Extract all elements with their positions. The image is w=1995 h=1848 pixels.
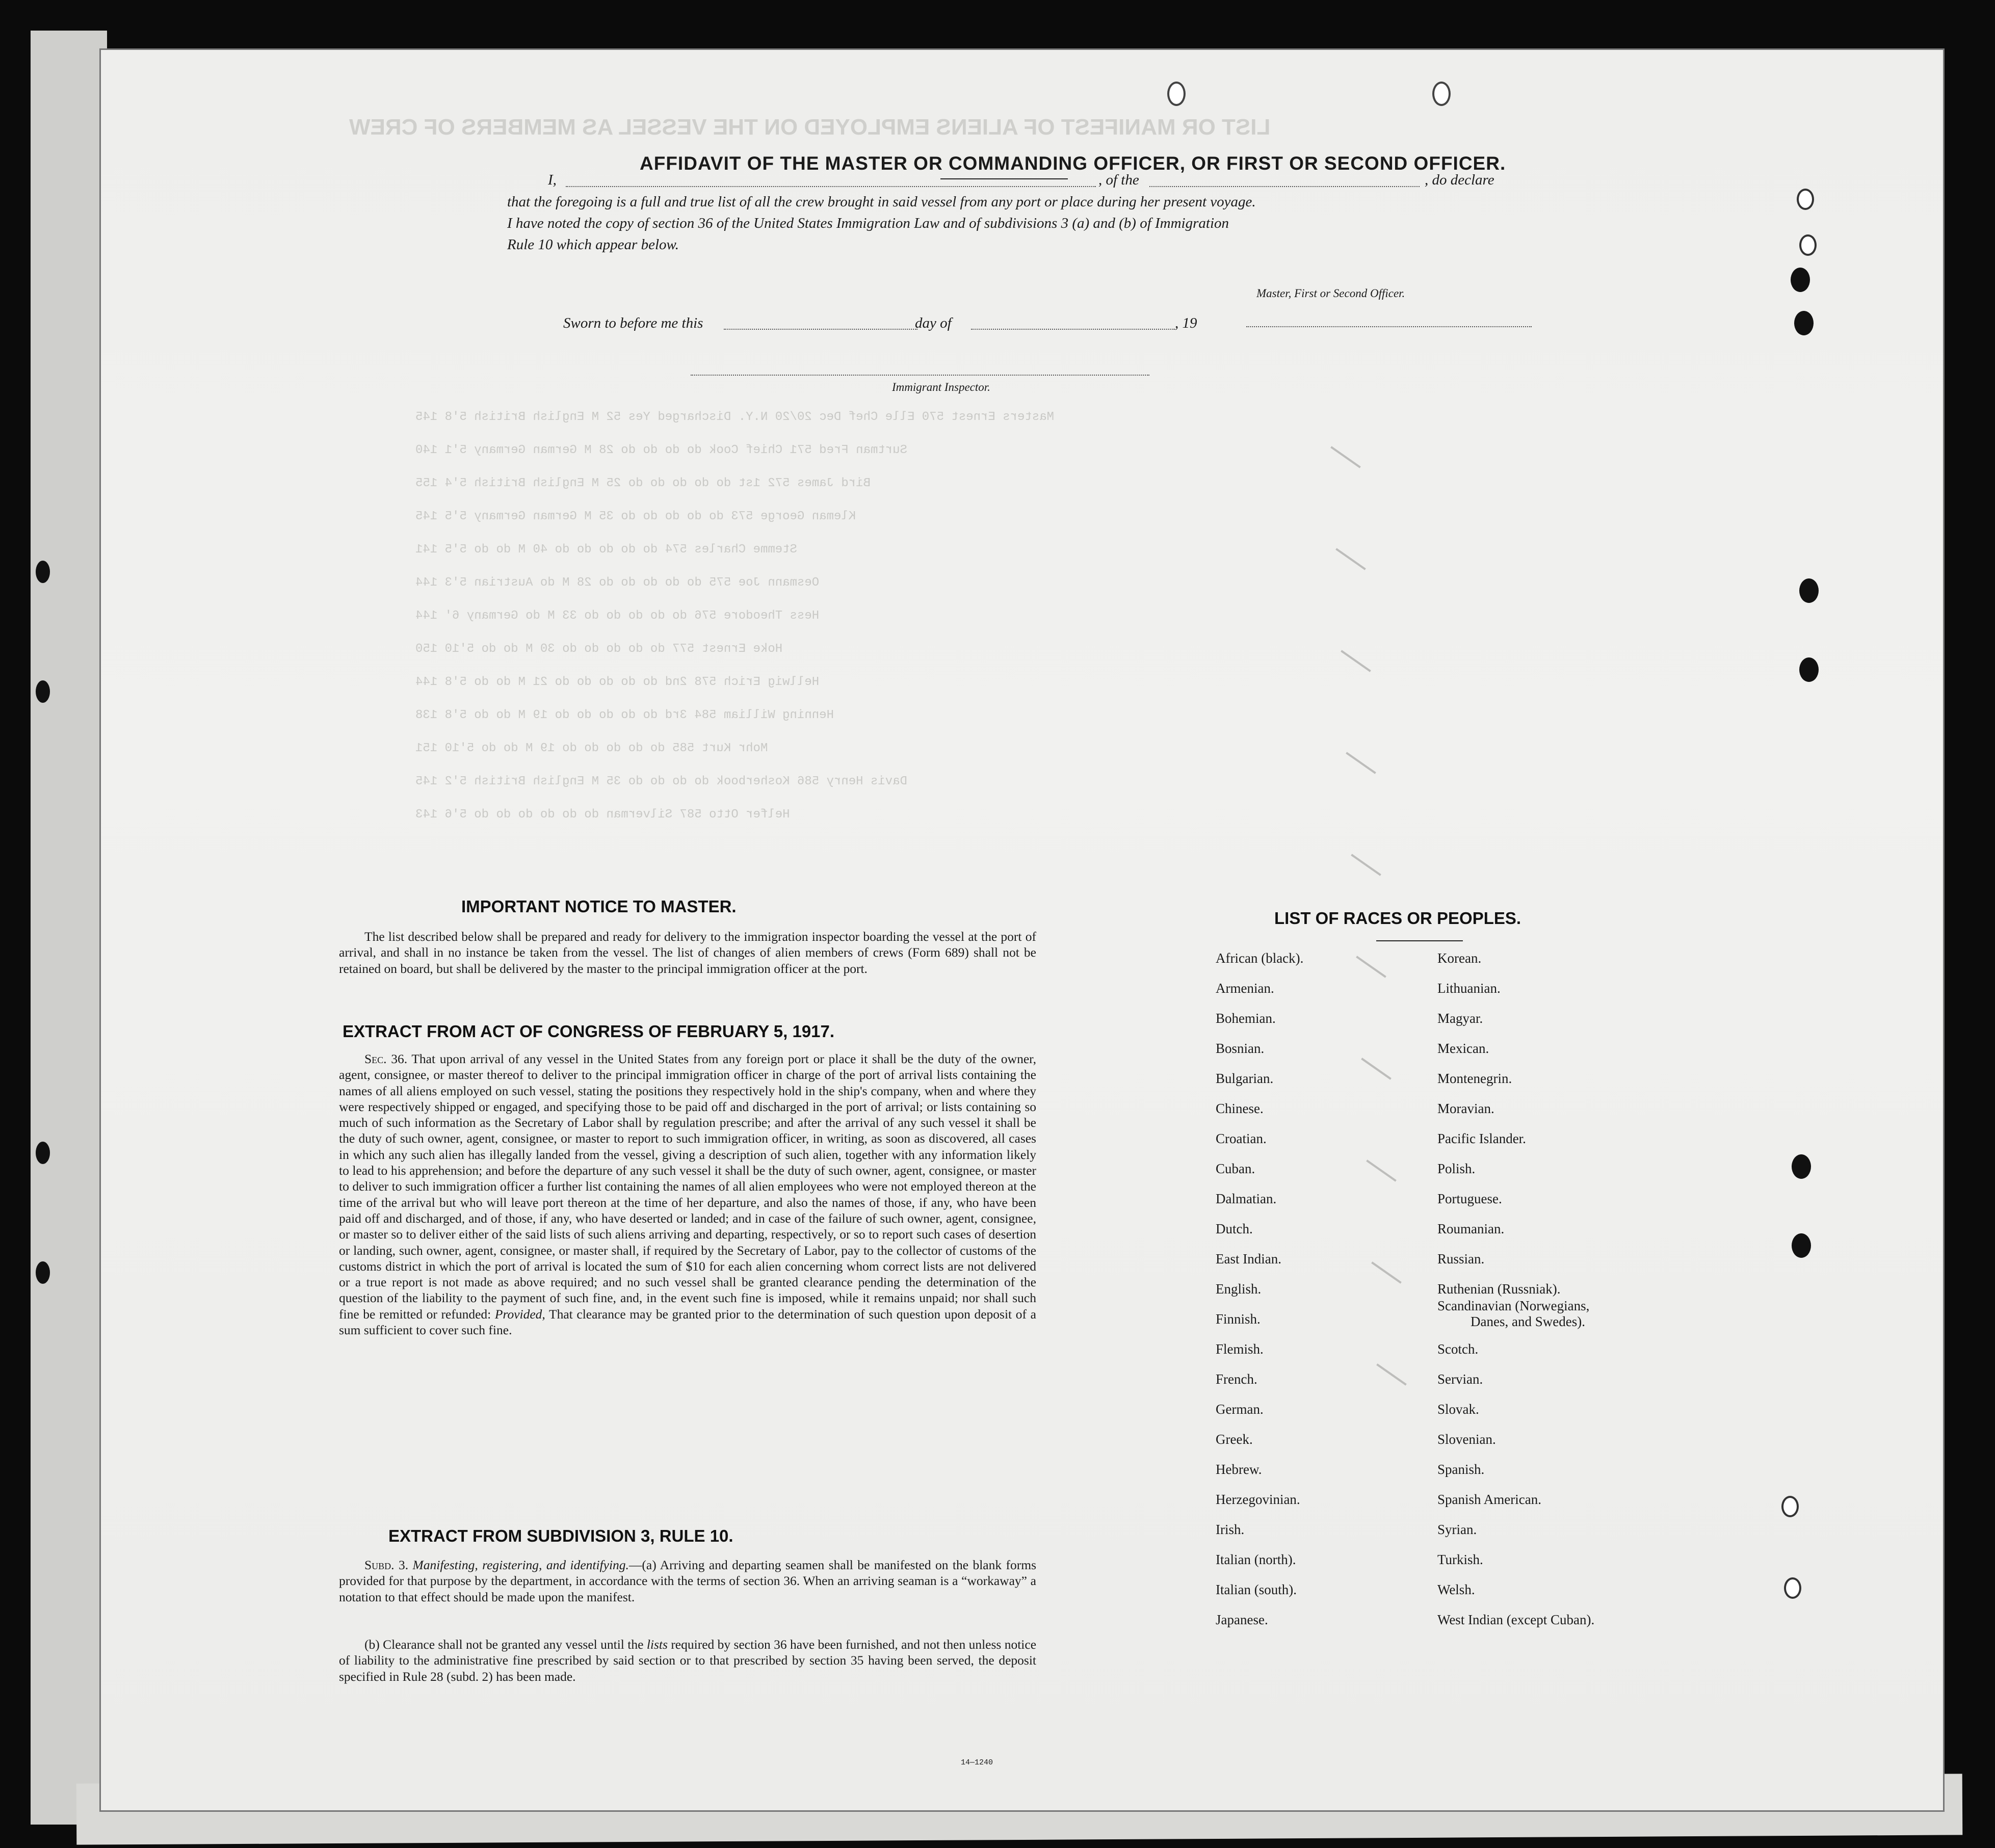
bleed-through-row: Surtman Fred 571 Chief Cook do do do do 28 M German Germany 5'1 140: [415, 443, 907, 457]
lists-word: lists: [646, 1637, 668, 1652]
section-36-text-end: That clearance may be granted prior to the determination of such question upon deposit of a sum sufficient to cover such fine.: [339, 1306, 1036, 1338]
race-item: Magyar.: [1437, 1011, 1483, 1026]
race-item: Scotch.: [1437, 1341, 1479, 1357]
race-item: Italian (south).: [1216, 1582, 1297, 1597]
bleed-through-heading: LIST OR MANIFEST OF ALIENS EMPLOYED ON THE VESSEL AS MEMBERS OF CREW: [349, 115, 1271, 140]
race-item: Slovenian.: [1437, 1432, 1496, 1447]
race-item: Armenian.: [1216, 981, 1274, 996]
bleed-through-row: Henning William 584 3rd do do do do do 19 M do do 5'8 138: [415, 708, 834, 722]
extract-rule-text-a: [339, 1557, 1036, 1605]
race-item: Spanish.: [1437, 1462, 1485, 1477]
punch-hole-icon: [1799, 657, 1819, 682]
subd-b-text: required by section 36 have been furnished, and not then unless notice of liability to the administrative fine prescribed by said section or to that prescribed by section 35 having been served, the deposit specified in Rule 28 (subd. 2) has been made.: [339, 1637, 1037, 1684]
extract-rule-title: EXTRACT FROM SUBDIVISION 3, RULE 10.: [388, 1526, 733, 1545]
notice-text: The list described below shall be prepared and ready for delivery to the immigration inspector boarding the vessel at the port of arrival, and shall in no instance be taken from the vessel. The list of changes of alien members of crews (Form 689) shall not be retained on board, but shall be delivered by the master to the principal immigration officer at the port.: [339, 929, 1036, 976]
title-underline: [940, 178, 1068, 179]
punch-hole-icon: [1799, 234, 1817, 256]
race-item: Roumanian.: [1437, 1221, 1505, 1236]
race-item: Welsh.: [1437, 1582, 1475, 1597]
punch-hole-icon: [1781, 1496, 1799, 1517]
punch-hole-icon: [1167, 82, 1186, 106]
race-item: Slovak.: [1437, 1402, 1479, 1417]
race-item: Syrian.: [1437, 1522, 1477, 1537]
race-item: Bulgarian.: [1216, 1071, 1274, 1086]
section-label: Sec. 36.: [364, 1051, 408, 1066]
races-title: LIST OF RACES OR PEOPLES.: [1274, 909, 1521, 928]
affidavit-line4: Rule 10 which appear below.: [507, 236, 679, 253]
punch-hole-icon: [1799, 578, 1819, 603]
punch-hole-icon: [1794, 311, 1814, 335]
underlying-sheet: [31, 31, 107, 1825]
races-underline: [1376, 940, 1463, 941]
master-signature-label: Master, First or Second Officer.: [1256, 287, 1405, 300]
race-item: Mexican.: [1437, 1041, 1489, 1056]
race-item: Cuban.: [1216, 1161, 1255, 1176]
bleed-through-row: Bird James 572 1st do do do do do 25 M English British 5'4 155: [415, 477, 871, 490]
race-item: West Indian (except Cuban).: [1437, 1612, 1595, 1627]
affidavit-do-declare: , do declare: [1425, 172, 1494, 188]
bleed-through-row: Kleman George 573 do do do do do 35 M German Germany 5'5 145: [415, 510, 856, 523]
race-item: African (black).: [1216, 951, 1304, 966]
subd-label: Subd. 3.: [364, 1557, 409, 1572]
affidavit-title: AFFIDAVIT OF THE MASTER OR COMMANDING OFFICER, OR FIRST OR SECOND OFFICER.: [640, 153, 1506, 174]
race-item: Italian (north).: [1216, 1552, 1296, 1567]
extract-rule-text-b: [339, 1636, 1036, 1684]
race-item: Greek.: [1216, 1432, 1253, 1447]
form-number: 14—1240: [961, 1758, 993, 1767]
race-item: Herzegovinian.: [1216, 1492, 1300, 1507]
race-item: Lithuanian.: [1437, 981, 1501, 996]
race-item: Turkish.: [1437, 1552, 1483, 1567]
race-item: Moravian.: [1437, 1101, 1494, 1116]
provided-word: Provided,: [494, 1306, 545, 1322]
bleed-through-row: Stemme Charles 574 do do do do do 40 M do do 5'5 141: [415, 543, 797, 557]
punch-hole-icon: [1791, 268, 1810, 292]
punch-hole-icon: [1432, 82, 1451, 106]
affidavit-line3: I have noted the copy of section 36 of the United States Immigration Law and of subdivisions 3 (a) and (b) of Immigration: [507, 215, 1229, 231]
race-item: Scandinavian (Norwegians,: [1437, 1298, 1590, 1313]
punch-hole-icon: [36, 680, 50, 703]
punch-hole-icon: [36, 561, 50, 583]
race-item: Bohemian.: [1216, 1011, 1276, 1026]
vessel-blank[interactable]: [1149, 186, 1420, 187]
race-item: French.: [1216, 1371, 1257, 1387]
day-of-label: day of: [915, 315, 952, 331]
affidavit-line2: that the foregoing is a full and true list of all the crew brought in said vessel from any port or place during her present voyage.: [507, 194, 1256, 210]
punch-hole-icon: [1784, 1577, 1801, 1599]
affidavit-i-label: I,: [548, 172, 557, 188]
bleed-through-row: Mohr Kurt 585 do do do do do 19 M do do 5'10 151: [415, 742, 768, 755]
extract-act-text: [339, 1051, 1036, 1338]
race-item: Korean.: [1437, 951, 1482, 966]
document-page: [99, 48, 1945, 1812]
race-item: Polish.: [1437, 1161, 1476, 1176]
bleed-through-row: Oesmann Joe 575 do do do do do 28 M do Austrian 5'3 144: [415, 576, 820, 590]
punch-hole-icon: [36, 1142, 50, 1164]
subd-a-text: —(a) Arriving and departing seamen shall be manifested on the blank forms provided for that purpose by the department, in accordance with the terms of section 36. When an arriving seaman is a “workaway” a notation to that effect should be made upon the manifest.: [339, 1557, 1036, 1604]
bleed-through-row: Hoke Ernest 577 do do do do do 30 M do do 5'10 150: [415, 642, 783, 656]
race-item: English.: [1216, 1281, 1262, 1297]
punch-hole-icon: [1792, 1233, 1811, 1258]
bleed-through-row: Davis Henry 586 Kosherbook do do do do 35 M English British 5'2 145: [415, 775, 907, 788]
name-blank[interactable]: [566, 186, 1096, 187]
extract-act-title: EXTRACT FROM ACT OF CONGRESS OF FEBRUARY 5, 1917.: [343, 1022, 835, 1041]
race-item-continued: Danes, and Swedes).: [1471, 1314, 1585, 1329]
race-item: Flemish.: [1216, 1341, 1264, 1357]
race-item: Finnish.: [1216, 1311, 1261, 1327]
race-item: Portuguese.: [1437, 1191, 1502, 1206]
race-item: Japanese.: [1216, 1612, 1268, 1627]
section-36-text: That upon arrival of any vessel in the United States from any foreign port or place it shall be the duty of the owner, agent, consignee, or master thereof to deliver to the principal immigration officer in charge of the port of arrival lists containing the names of all aliens employed on such vessel, stating the positions they respectively hold in the ship's company, when and where they were respectively shipped or engaged, and specifying those to be paid off and discharged in the port of arrival; or lists containing so much of such information as the Secretary of Labor shall by regulation prescribe; and after the arrival of any such vessel it shall be the duty of such owner, agent, consignee, or master to report to such immigration officer, in writing, as soon as discovered, all cases in which any such alien has illegally landed from the vessel, giving a description of such alien, together with any information likely to lead to his apprehension; and before the departure of any such vessel it shall be the duty of such owner, agent, consignee, or master to deliver to such immigration officer a further list containing the names of all alien employees who were not employed thereon at the time of the arrival but who will leave port thereon at the time of her departure, and also the names of those, if any, who have been paid off and discharged, and of those, if any, who have deserted or landed; and in case of the failure of such owner, agent, consignee, or master so to deliver either of the said lists of such aliens arriving and departing, respectively, or so to report such cases of desertion or landing, such owner, agent, consignee, or master shall, if required by the Secretary of Labor, pay to the collector of customs of the customs district in which the port of arrival is located the sum of $10 for each alien concerning whom correct lists are not delivered or a true report is not made as above required; and no such vessel shall be granted clearance pending the determination of the question of the liability to the payment of such fine, and, in the event such fine is imposed, while it remains unpaid; nor shall such fine be remitted or refunded:: [339, 1051, 1037, 1322]
race-item: East Indian.: [1216, 1251, 1281, 1266]
inspector-signature-blank[interactable]: [691, 375, 1149, 376]
year-label: , 19: [1175, 315, 1197, 331]
race-item: Pacific Islander.: [1437, 1131, 1526, 1146]
bleed-through-row: Hess Theodore 576 do do do do do 33 M do Germany 6' 144: [415, 609, 820, 623]
race-item: Servian.: [1437, 1371, 1483, 1387]
sworn-day-blank[interactable]: [724, 329, 917, 330]
race-item: Dalmatian.: [1216, 1191, 1277, 1206]
race-item: Croatian.: [1216, 1131, 1267, 1146]
race-item: Russian.: [1437, 1251, 1485, 1266]
race-item: Dutch.: [1216, 1221, 1253, 1236]
inspector-label: Immigrant Inspector.: [892, 381, 990, 393]
race-item: Hebrew.: [1216, 1462, 1262, 1477]
subd-heading: Manifesting, registering, and identifying.: [412, 1557, 629, 1572]
race-item: Bosnian.: [1216, 1041, 1265, 1056]
sworn-label: Sworn to before me this: [563, 315, 703, 331]
race-item: Irish.: [1216, 1522, 1245, 1537]
punch-hole-icon: [1797, 189, 1814, 210]
sworn-month-blank[interactable]: [971, 329, 1175, 330]
punch-hole-icon: [1792, 1154, 1811, 1179]
race-item: Montenegrin.: [1437, 1071, 1512, 1086]
master-signature-blank[interactable]: [1246, 326, 1532, 327]
race-item: Ruthenian (Russniak).: [1437, 1281, 1561, 1297]
race-item: German.: [1216, 1402, 1264, 1417]
punch-hole-icon: [36, 1261, 50, 1284]
race-item: Chinese.: [1216, 1101, 1264, 1116]
affidavit-of-the: , of the: [1098, 172, 1139, 188]
race-item: Spanish American.: [1437, 1492, 1541, 1507]
subd-b-pre: (b) Clearance shall not be granted any vessel until the: [364, 1637, 644, 1652]
bleed-through-row: Masters Ernest 570 Elle Chef Dec 20/20 N.Y. Discharged Yes 52 M English British 5'8 145: [415, 410, 1055, 424]
bleed-through-row: Hellwig Erich 578 2nd do do do do do 21 M do do 5'8 144: [415, 675, 820, 689]
bleed-through-row: Helfer Otto 587 Silverman do do do do do do 5'6 143: [415, 808, 790, 822]
notice-title: IMPORTANT NOTICE TO MASTER.: [461, 897, 737, 916]
